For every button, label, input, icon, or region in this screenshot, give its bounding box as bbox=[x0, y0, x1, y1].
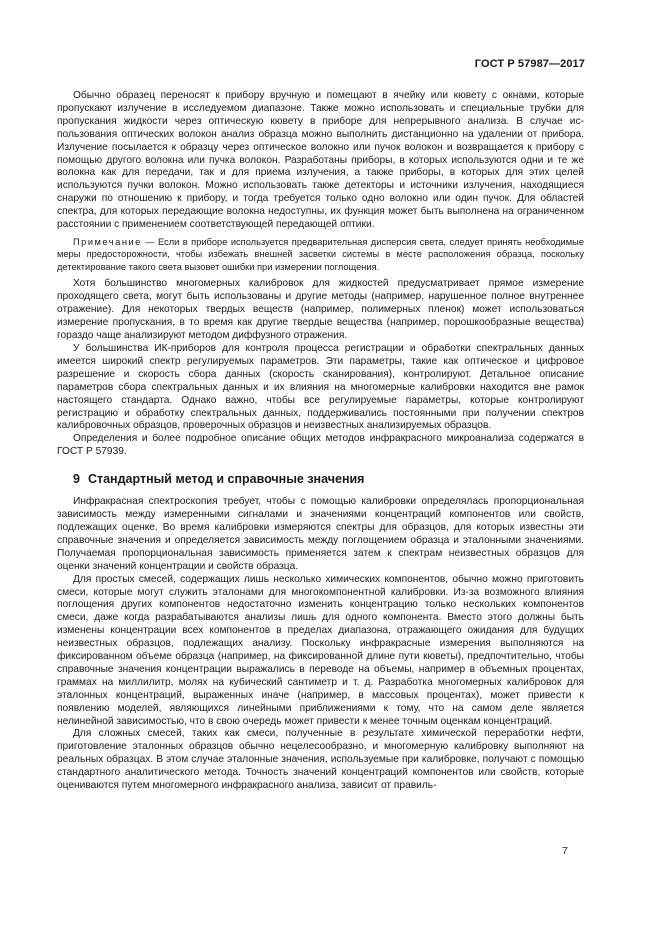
note bbox=[57, 236, 584, 274]
section-number: 9 bbox=[73, 472, 80, 487]
page-body bbox=[57, 90, 584, 793]
paragraph-complex-mixtures: Для сложных смесей, таких как смеси, полученные в результате химической переработки нефти, приготовление эталонных образцов обычно нецелесообразно, и многомерную калибровку выполняют на реальных образцах. В этом случае эталонные значения, используемые при калибровке, получают с помощью стандартного аналитического метода. Точность значений концентраций компонентов или свойств, которые оцениваются путем многомерного инфракрасного анализа, зависит от правиль- bbox=[57, 728, 584, 792]
paragraph-ir-calibration: Инфракрасная спектроскопия требует, чтобы с помощью калибровки определялась пропорциональная зависимость между измеренными сигналами и значениями концентраций компонентов или свойств, подлежащих оценке. Во время калибровки измеряются спектры для образцов, для которых известны эти справочные значения и определяется зависимость между поглощением образца и эталонными значениями. Получаемая пропорциональная зависимость применяется затем к спектрам неизвестных образцов для оценки значений концентрации и свойств образца. bbox=[57, 496, 584, 572]
paragraph-simple-mixtures: Для простых смесей, содержащих лишь несколько химических компонентов, обычно можно приготовить смеси, которые могут служить эталонами для многокомпонентной калибровки. Из-за возможного влияния поглощения других компонентов недостаточно изменить концентрацию только нескольких компонентов смеси, даже когда разрабатываются анализы лишь для одного компонента. Вместо этого должны быть изменены концентрации всех компонентов в пределах диапазона, отражающего ожидания для будущих неизвестных образцов, подлежащих анализу. Поскольку инфракрасные измерения выполняются на фиксированном объеме образца (например, на фиксированной длине пути кюветы), предпочтительно, чтобы справочные значения концентрации выражались в переводе на объемы, например в объемных процентах, граммах на миллилитр, молях на кубический сантиметр и т. д. Разработка многомерных калибровок для эталонных концентраций, выраженных иначе (например, в массовых процентах), может привести к появлению моделей, являющихся линейными приближениями к тому, что на самом деле является нелинейной зависимостью, что в свою очередь может привести к менее точным оценкам концентраций. bbox=[57, 573, 584, 727]
section-heading bbox=[57, 472, 584, 486]
section-title: Стандартный метод и справочные значения bbox=[87, 472, 365, 487]
paragraph-ir-parameters: У большинства ИК-приборов для контроля процесса регистрации и обработки спектральных данных имеется широкий спектр регулируемых параметров. Эти параметры, такие как оптическое и цифровое разрешение и скорость сбора данных (скорость сканирования), контролируют. Детальное описание параметров сбора спектральных данных и их влияния на многомерные калибровки находится вне рамок настоящего стандарта. Однако важно, чтобы все регулируемые параметры, которые контролируют регистрацию и обработку спектральных данных, поддерживались постоянными при получении спектров калибровочных образцов, проверочных образцов и неизвестных анализируемых образцов. bbox=[57, 343, 584, 432]
paragraph-definitions-ref: Определения и более подробное описание общих методов инфракрасного микроанализа содержатся в ГОСТ Р 57939. bbox=[57, 433, 584, 458]
paragraph-transmission: Хотя большинство многомерных калибровок для жидкостей предусматривает прямое измерение проходящего света, могут быть использованы и другие методы (например, нарушенное полное внутреннее отражение). Для некоторых твердых веществ (например, полимерных пленок) может использоваться измерение пропускания, в то время как другие твердые вещества (например, порошкообразные вещества) гораздо чаще анализируют методом диффузного отражения. bbox=[57, 278, 584, 342]
paragraph-sample-transfer: Обычно образец переносят к прибору вручную и помещают в ячейку или кювету с окнами, которые пропускают излучение в исследуемом диапазоне. Также можно использовать и специальные трубки для пропускания жидкости через оптическую кювету в приборе для непрерывного анализа. В случае использования оптических волокон анализ образца можно выполнить дистанционно на удалении от прибора. Излучение посылается к образцу через оптическое волокно или пучок волокон и возвращается к прибору с помощью другого волокна или пучка волокон. Разработаны приборы, в которых используются одни и те же волокна как для передачи, так и для приема излучения, а также приборы, в которых для этих целей используются пучки волокон. Можно использовать также детекторы и источники излучения, находящиеся снаружи по отношению к прибору, и тогда требуется только одно волокно или один пучок. Для областей спектра, для которых передающие волокна недоступны, их функция может быть выполнена на ограниченном расстоянии с применением соответствующей передающей оптики. bbox=[57, 90, 584, 231]
document-id: ГОСТ Р 57987—2017 bbox=[474, 58, 585, 70]
page-number: 7 bbox=[562, 845, 568, 857]
note-text: — Если в приборе используется предварительная дисперсия света, следует принять необходимые меры предосторожности, чтобы избежать внешней засветки системы в месте расположения образца, поскольку детектирование такого света вызовет ошибки при измерении поглощения. bbox=[57, 236, 584, 272]
note-label: Примечание bbox=[73, 236, 142, 247]
